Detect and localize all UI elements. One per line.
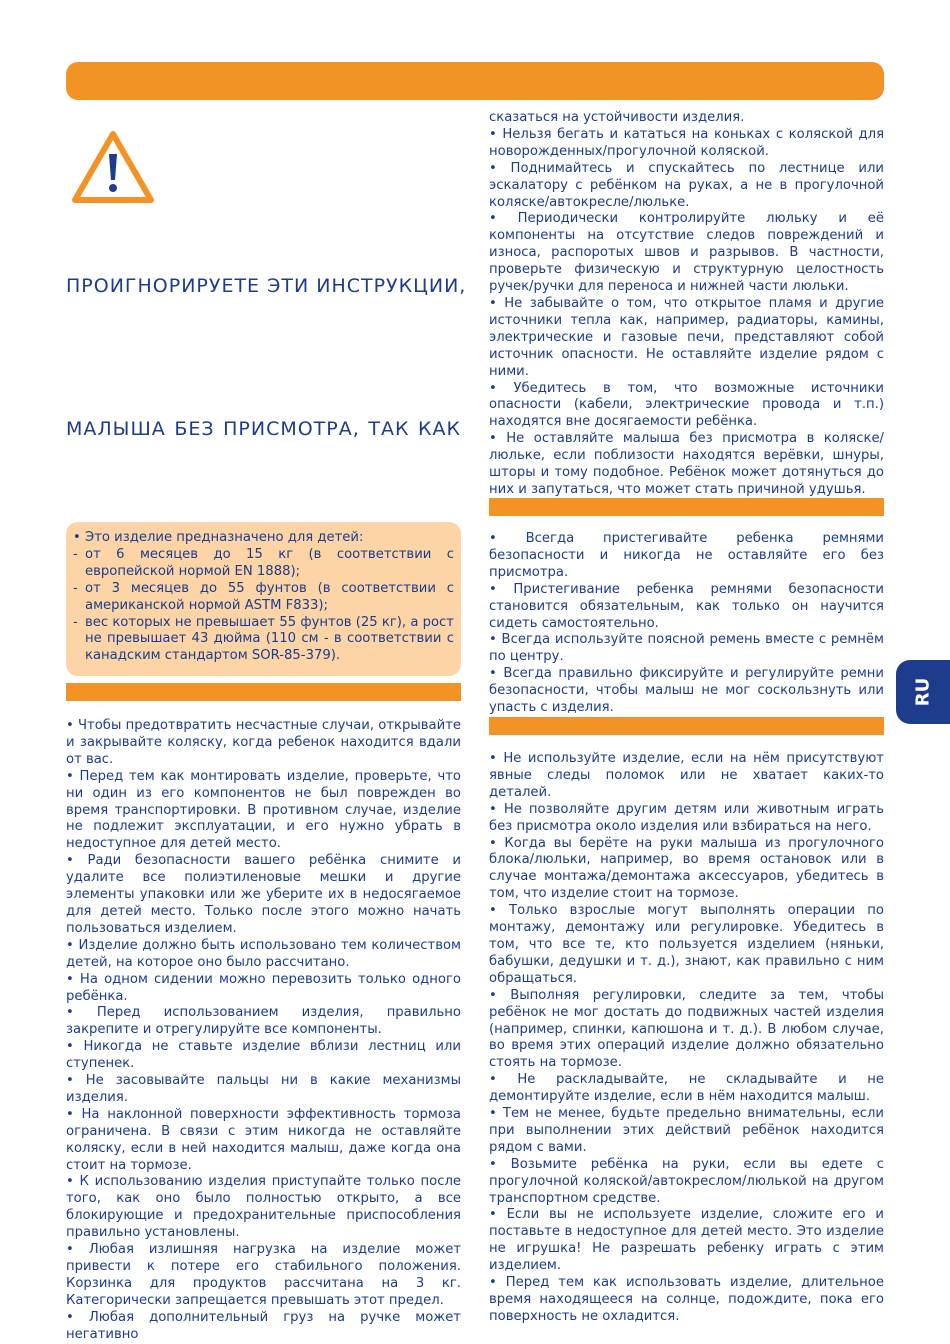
paragraph: • Никогда не ставьте изделие вблизи лестниц или ступенек.	[66, 1039, 461, 1072]
paragraph: • Всегда правильно фиксируйте и регулируйте ремни безопасности, чтобы малыш не мог соскользнуть или упасть с изделия.	[489, 666, 884, 716]
paragraph: • Всегда используйте поясной ремень вместе с ремнём по центру.	[489, 632, 884, 665]
paragraph: • На одном сидении можно перевозить только одного ребёнка.	[66, 971, 461, 1004]
paragraph: • На наклонной поверхности эффективность тормоза ограничена. В связи с этим никогда не оставляйте коляску, если в ней находится малыш, даже когда она стоит на тормозе.	[66, 1106, 461, 1173]
paragraph: • Перед тем как монтировать изделие, проверьте, что ни один из его компонентов не был поврежден во время транспортировки. В противном случае, изделие не подлежит эксплуатации, и его нужно убрать в недоступное для детей место.	[66, 768, 461, 852]
paragraph: • Чтобы предотвратить несчастные случаи, открывайте и закрывайте коляску, когда ребенок находится вдали от вас.	[66, 718, 461, 767]
paragraph: • Периодически контролируйте люльку и её компоненты на отсутствие следов повреждений и износа, распоротых швов и разрывов. В частности, проверьте физическую и структурную целостность ручек/ручки для переноса и нижней части люльки.	[489, 211, 884, 295]
info-line: - от 6 месяцев до 15 кг (в соответствии с европейской нормой EN 1888);	[73, 546, 454, 579]
info-line: - от 3 месяцев до 55 фунтов (в соответствии с американской нормой ASTM F833);	[73, 580, 454, 613]
section-bar-right-1	[489, 498, 884, 516]
paragraph: • Не забывайте о том, что открытое пламя и другие источники тепла как, например, радиаторы, камины, электрические и газовые печи, представляют собой источник опасности. Не оставляйте изделие рядом с ними.	[489, 295, 884, 379]
paragraph: сказаться на устойчивости изделия.	[489, 110, 745, 125]
paragraph: • Выполняя регулировки, следите за тем, чтобы ребёнок не мог достать до подвижных частей изделия (например, спинки, капюшона и т. д.). В любом случае, во время этих операций изделие должно обязательно стоять на тормозе.	[489, 987, 884, 1071]
paragraph: • Не используйте изделие, если на нём присутствуют явные следы поломок или не хватает каких-то деталей.	[489, 751, 884, 800]
paragraph: • Если вы не используете изделие, сложите его и поставьте в недоступное для детей место. Это изделие не игрушка! Не разрешать ребенку играть с этим изделием.	[489, 1207, 884, 1274]
warning-heading-line-1: ПРОИГНОРИРУЕТЕ ЭТИ ИНСТРУКЦИИ,	[66, 275, 467, 297]
paragraph: • Ради безопасности вашего ребёнка снимите и удалите все полиэтиленовые мешки и другие элементы упаковки или же уберите их в недосягаемое для детей место. Только после этого можно начать пользоваться изделием.	[66, 853, 461, 936]
paragraph: • Не оставляйте малыша без присмотра в коляске/люльке, если поблизости находятся верёвки, шнуры, шторы и тому подобное. Ребёнок может дотянуться до них и запутаться, что может стать причиной удушья.	[489, 431, 884, 497]
paragraph: • Убедитесь в том, что возможные источники опасности (кабели, электрические провода и т.п.) находятся вне досягаемости ребёнка.	[489, 380, 884, 430]
left-column-text	[66, 718, 461, 1344]
right-column-text-a	[489, 110, 884, 499]
paragraph: • Только взрослые могут выполнять операции по монтажу, демонтажу или регулировке. Убедитесь в том, что все те, кто пользуется изделием (няньки, бабушки, дедушки и т. д.), знают, как правильно с ним обращаться.	[489, 903, 884, 986]
paragraph: • Любая излишняя нагрузка на изделие может привести к потере его стабильного положения. Корзинка для продуктов рассчитана на 3 кг. Категорически запрещается превышать этот предел.	[66, 1242, 461, 1308]
paragraph: • Перед тем как использовать изделие, длительное время находящееся на солнце, подождите, пока его поверхность не охладится.	[489, 1275, 884, 1324]
language-tab	[896, 660, 950, 724]
section-bar-right-2	[489, 717, 884, 735]
paragraph: • Поднимайтесь и спускайтесь по лестнице или эскалатору с ребёнком на руках, а не в прогулочной коляске/автокресле/люльке.	[489, 160, 884, 210]
paragraph: • Возьмите ребёнка на руки, если вы едете с прогулочной коляской/автокреслом/люлькой на другом транспортном средстве.	[489, 1156, 884, 1206]
language-tab-label: RU	[912, 677, 934, 707]
warning-heading-line-2: МАЛЫША БЕЗ ПРИСМОТРА, ТАК КАК	[66, 418, 461, 440]
paragraph: • Пристегивание ребенка ремнями безопасности становится обязательным, как только он научится сидеть самостоятельно.	[489, 581, 884, 631]
paragraph: • Не засовывайте пальцы ни в какие механизмы изделия.	[66, 1073, 461, 1105]
paragraph: • Перед использованием изделия, правильно закрепите и отрегулируйте все компоненты.	[66, 1005, 461, 1038]
paragraph: • Когда вы берёте на руки малыша из прогулочного блока/люльки, например, во время остановок или в случае монтажа/демонтажа аксессуаров, убедитесь в том, что изделие стоит на тормозе.	[489, 835, 884, 902]
section-bar-left	[66, 683, 461, 701]
age-info-box	[66, 522, 461, 676]
paragraph: • Не позволяйте другим детям или животным играть без присмотра около изделия или взбираться на него.	[489, 801, 884, 834]
paragraph: • Всегда пристегивайте ребенка ремнями безопасности и никогда не оставляйте его без присмотра.	[489, 531, 884, 580]
paragraph: • Любая дополнительный груз на ручке может негативно	[66, 1309, 461, 1342]
header-bar	[66, 62, 884, 100]
paragraph: • К использованию изделия приступайте только после того, как оно было полностью открыто, а все блокирующие и предохранительные приспособления правильно установлены.	[66, 1174, 461, 1241]
info-line: • Это изделие предназначено для детей:	[73, 530, 364, 545]
paragraph: • Тем не менее, будьте предельно внимательны, если при выполнении этих действий ребёнок находится рядом с вами.	[489, 1106, 884, 1155]
right-column-text-c	[489, 751, 884, 1326]
right-column-text-b	[489, 531, 884, 717]
warning-icon	[70, 128, 156, 206]
paragraph: • Нельзя бегать и кататься на коньках с коляской для новорожденных/прогулочной коляской.	[489, 126, 884, 159]
info-line: - вес которых не превышает 55 фунтов (25 кг), а рост не превышает 43 дюйма (110 см - в соответствии с канадским стандартом SOR-85-379).	[73, 614, 454, 664]
paragraph: • Изделие должно быть использовано тем количеством детей, на которое оно было рассчитано.	[66, 937, 461, 970]
paragraph: • Не раскладывайте, не складывайте и не демонтируйте изделие, если в нём находится малыш.	[489, 1072, 884, 1105]
